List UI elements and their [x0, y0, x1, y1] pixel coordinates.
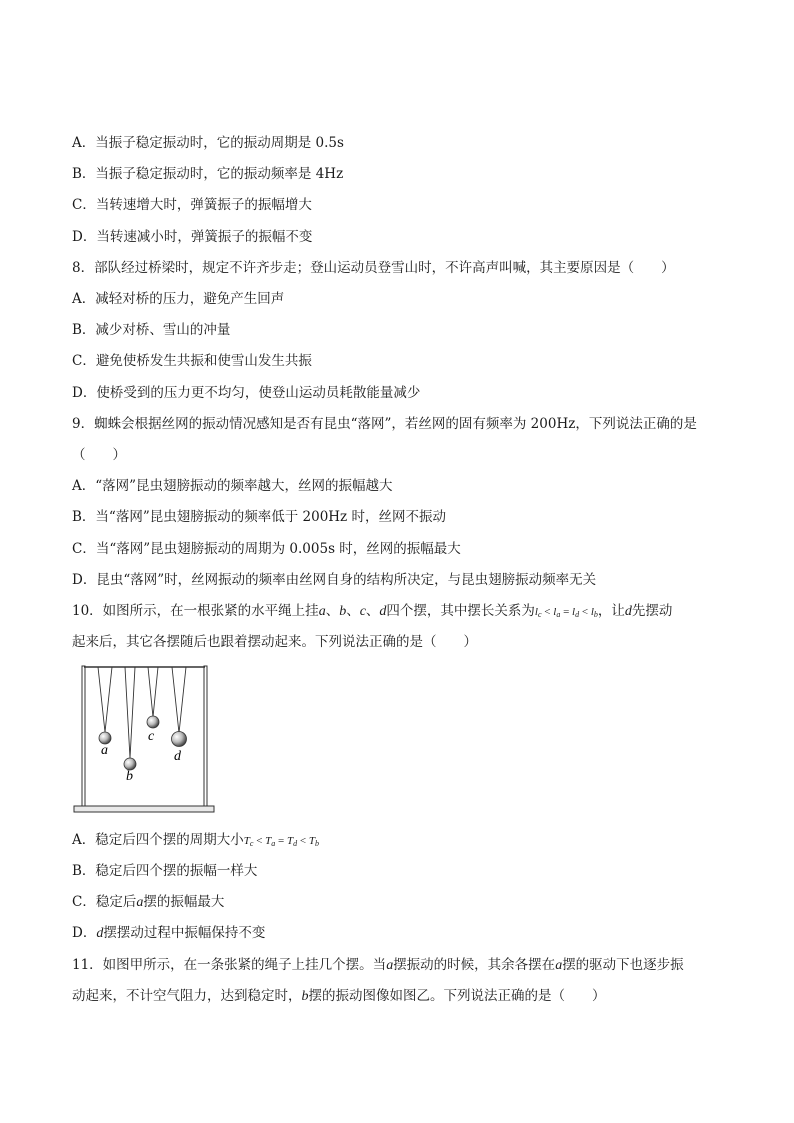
q8-option-c: C．避免使桥发生共振和使雪山发生共振 — [72, 353, 312, 369]
pendulum-figure — [72, 660, 222, 820]
pendulum-c — [147, 667, 159, 728]
q9-option-a: A．“落网”昆虫翅膀振动的频率越大，丝网的振幅越大 — [72, 478, 393, 494]
q10-option-a: A．稳定后四个摆的周期大小$T_c < T_a = T_d < T_b$ — [72, 832, 319, 848]
frame-right-post — [204, 666, 207, 806]
length-relation: $l_c < l_a = l_d < l_b$ — [534, 606, 598, 619]
q7-option-b: B．当振子稳定振动时，它的振动频率是 4Hz — [72, 166, 344, 182]
var-d: d — [379, 604, 387, 619]
pendulum-a — [98, 667, 112, 744]
var-a: a — [318, 604, 326, 619]
label-a: a — [101, 743, 108, 758]
var-b: b — [339, 604, 347, 619]
label-b: b — [126, 769, 133, 784]
q9-option-c: C．当“落网”昆虫翅膀振动的周期为 0.005s 时，丝网的振幅最大 — [72, 541, 461, 557]
var-c: c — [359, 604, 366, 619]
q10-stem: 10．如图所示，在一根张紧的水平绳上挂a、b、c、d四个摆，其中摆长关系为$l_c < l_a = l_d < l_b$，让d先摆动 — [72, 603, 673, 619]
q10-option-b: B．稳定后四个摆的振幅一样大 — [72, 863, 258, 879]
q8-option-b: B．减少对桥、雪山的冲量 — [72, 322, 231, 338]
pendulum-d — [172, 667, 187, 747]
q9-stem: 9．蜘蛛会根据丝网的振动情况感知是否有昆虫“落网”，若丝网的固有频率为 200Hz，下列说法正确的是 — [72, 416, 697, 432]
q8-option-d: D．使桥受到的压力更不均匀，使登山运动员耗散能量减少 — [72, 385, 421, 401]
q7-option-a: A．当振子稳定振动时，它的振动周期是 0.5s — [72, 135, 344, 151]
q7-option-c: C．当转速增大时，弹簧振子的振幅增大 — [72, 197, 312, 213]
pendulum-b — [124, 667, 136, 770]
q8-stem: 8．部队经过桥梁时，规定不许齐步走；登山运动员登雪山时，不许高声叫喊，其主要原因是（ ） — [72, 260, 675, 276]
label-c: c — [148, 729, 155, 744]
q10-option-d: D．d摆摆动过程中振幅保持不变 — [72, 925, 266, 941]
q9-option-d: D．昆虫“落网”时，丝网振动的频率由丝网自身的结构所决定，与昆虫翅膀振动频率无关 — [72, 572, 597, 588]
period-relation: $T_c < T_a = T_d < T_b$ — [243, 835, 319, 848]
q10-option-c: C．稳定后a摆的振幅最大 — [72, 894, 225, 910]
var-d-start: d — [624, 604, 632, 619]
q11-stem: 11．如图甲所示，在一条张紧的绳子上挂几个摆。当a摆振动的时候，其余各摆在a摆的驱动下也逐步振 — [72, 957, 684, 973]
q9-stem-paren: （ ） — [72, 447, 126, 463]
label-d: d — [174, 749, 181, 764]
q10-stem-line2: 起来后，其它各摆随后也跟着摆动起来。下列说法正确的是（ ） — [72, 634, 477, 650]
q8-option-a: A．减轻对桥的压力，避免产生回声 — [72, 291, 285, 307]
frame-left-post — [82, 666, 85, 806]
q9-option-b: B．当“落网”昆虫翅膀振动的频率低于 200Hz 时，丝网不振动 — [72, 509, 446, 525]
frame-base — [74, 806, 214, 812]
q7-option-d: D．当转速减小时，弹簧振子的振幅不变 — [72, 229, 313, 245]
q11-stem-line2: 动起来，不计空气阻力，达到稳定时，b摆的振动图像如图乙。下列说法正确的是（ ） — [72, 988, 606, 1004]
